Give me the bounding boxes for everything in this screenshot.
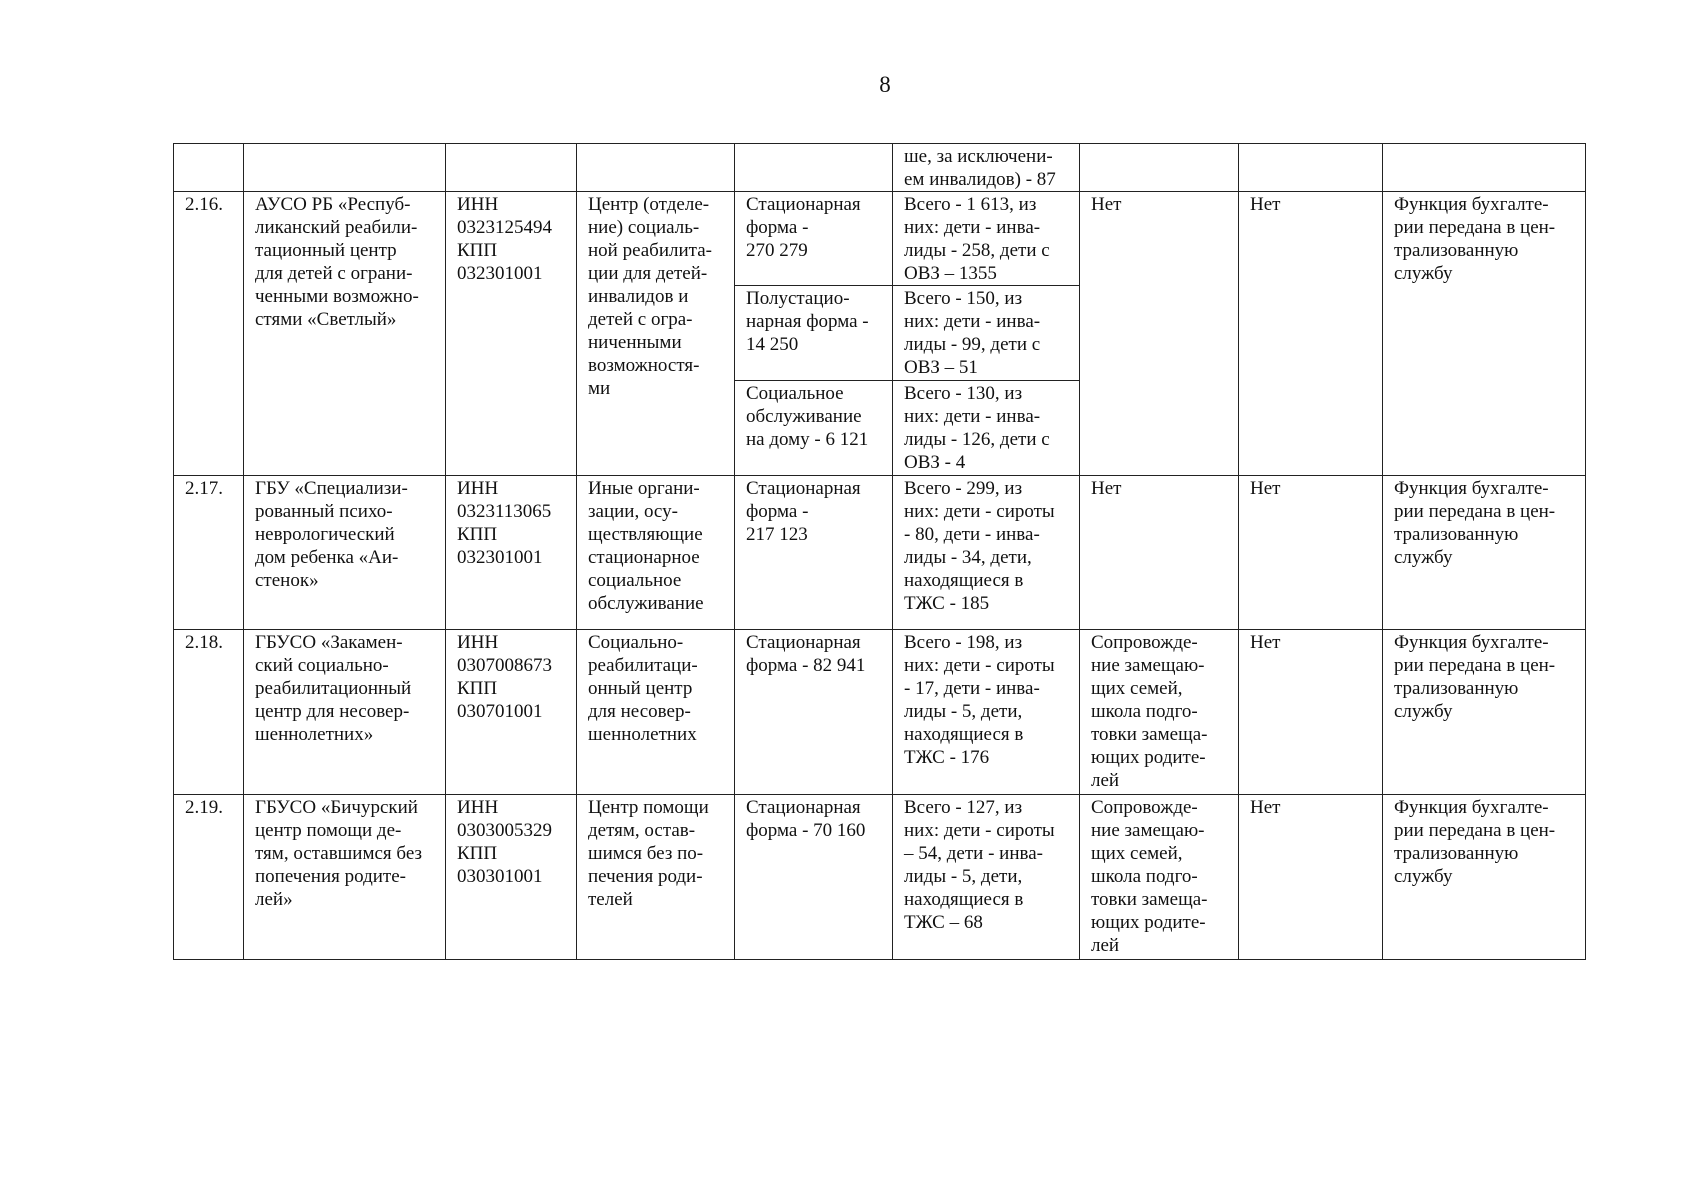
table-cell (446, 144, 577, 192)
extra-services: Сопровожде- ние замещаю- щих семей, школа подго- товки замеща- ющих родите- лей (1080, 795, 1239, 960)
table-cell (1239, 144, 1383, 192)
column-8-value: Нет (1239, 476, 1383, 630)
extra-services: Нет (1080, 476, 1239, 630)
institution-type: Социально- реабилитаци- онный центр для несовер- шеннолетних (577, 630, 735, 795)
inn-kpp: ИНН 0323113065 КПП 032301001 (446, 476, 577, 630)
institution-name: ГБУСО «Бичурский центр помощи де- тям, оставшимся без попечения родите- лей» (244, 795, 446, 960)
inn-kpp: ИНН 0323125494 КПП 032301001 (446, 192, 577, 476)
service-volume: Всего - 299, из них: дети - сироты - 80, дети - инва- лиды - 34, дети, находящиеся в ТЖС - 185 (893, 476, 1080, 630)
service-volume: Всего - 127, из них: дети - сироты – 54, дети - инва- лиды - 5, дети, находящиеся в ТЖС – 68 (893, 795, 1080, 960)
table-row (174, 144, 1586, 192)
institution-name: ГБУ «Специализи- рованный психо- неврологический дом ребенка «Аи- стенок» (244, 476, 446, 630)
service-form: Стационарная форма - 70 160 (735, 795, 893, 960)
service-form: Стационарная форма - 270 279 (735, 192, 893, 286)
accounting-note: Функция бухгалте- рии передана в цен- трализованную службу (1383, 476, 1586, 630)
table-cell (1080, 144, 1239, 192)
table-cell (174, 144, 244, 192)
table-cell (735, 144, 893, 192)
accounting-note: Функция бухгалте- рии передана в цен- трализованную службу (1383, 630, 1586, 795)
inn-kpp: ИНН 0307008673 КПП 030701001 (446, 630, 577, 795)
column-8-value: Нет (1239, 192, 1383, 476)
service-form: Стационарная форма - 82 941 (735, 630, 893, 795)
table-row (174, 476, 1586, 630)
service-volume: Всего - 1 613, из них: дети - инва- лиды - 258, дети с ОВЗ – 1355 (893, 192, 1080, 286)
institution-type: Центр помощи детям, остав- шимся без по- печения роди- телей (577, 795, 735, 960)
table-cell (244, 144, 446, 192)
table-row (174, 795, 1586, 960)
institution-type: Иные органи- зации, осу- ществляющие стационарное социальное обслуживание (577, 476, 735, 630)
institution-type: Центр (отделе- ние) социаль- ной реабилита- ции для детей- инвалидов и детей с огра- ниченными возможностя- ми (577, 192, 735, 476)
table-cell (1383, 144, 1586, 192)
institution-name: ГБУСО «Закамен- ский социально- реабилитационный центр для несовер- шеннолетних» (244, 630, 446, 795)
column-8-value: Нет (1239, 630, 1383, 795)
table-cell (577, 144, 735, 192)
service-form: Полустацио- нарная форма - 14 250 (735, 286, 893, 381)
accounting-note: Функция бухгалте- рии передана в цен- трализованную службу (1383, 192, 1586, 476)
volume-cell: ше, за исключени- ем инвалидов) - 87 (893, 144, 1080, 192)
institutions-table (173, 143, 1586, 960)
service-volume: Всего - 198, из них: дети - сироты - 17, дети - инва- лиды - 5, дети, находящиеся в ТЖС - 176 (893, 630, 1080, 795)
extra-services: Сопровожде- ние замещаю- щих семей, школа подго- товки замеща- ющих родите- лей (1080, 630, 1239, 795)
page-number: 8 (879, 72, 891, 97)
inn-kpp: ИНН 0303005329 КПП 030301001 (446, 795, 577, 960)
service-form: Стационарная форма - 217 123 (735, 476, 893, 630)
institution-name: АУСО РБ «Респуб- ликанский реабили- тационный центр для детей с ограни- ченными возможно- стями «Светлый» (244, 192, 446, 476)
accounting-note: Функция бухгалте- рии передана в цен- трализованную службу (1383, 795, 1586, 960)
extra-services: Нет (1080, 192, 1239, 476)
row-number: 2.17. (174, 476, 244, 630)
table-row (174, 630, 1586, 795)
service-form: Социальное обслуживание на дому - 6 121 (735, 381, 893, 476)
service-volume: Всего - 150, из них: дети - инва- лиды - 99, дети с ОВЗ – 51 (893, 286, 1080, 381)
column-8-value: Нет (1239, 795, 1383, 960)
service-volume: Всего - 130, из них: дети - инва- лиды - 126, дети с ОВЗ - 4 (893, 381, 1080, 476)
row-number: 2.18. (174, 630, 244, 795)
table-row (174, 192, 1586, 286)
row-number: 2.19. (174, 795, 244, 960)
row-number: 2.16. (174, 192, 244, 476)
